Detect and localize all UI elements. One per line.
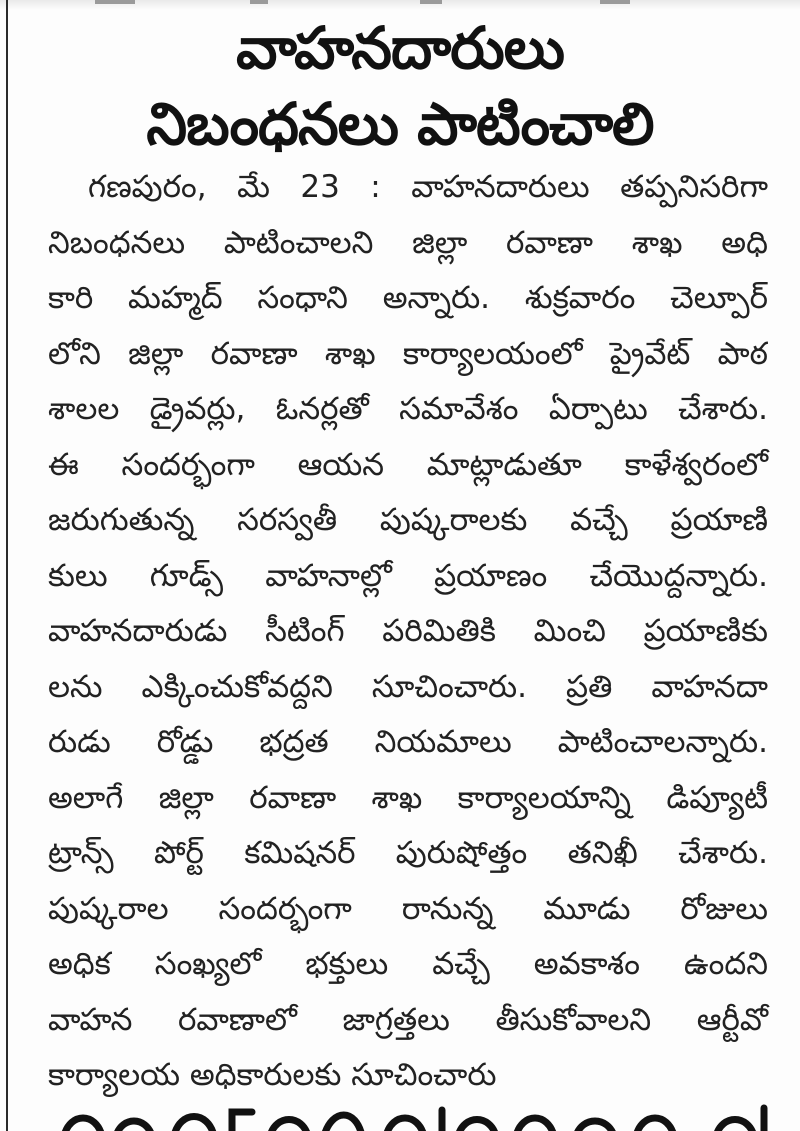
body-line: నిబంధనలు పాటించాలని జిల్లా రవాణా శాఖ అధి	[48, 224, 768, 261]
body-line: అధిక సంఖ్యలో భక్తులు వచ్చే అవకాశం ఉందని	[48, 946, 768, 982]
clipped-next-headline-glyphs	[56, 1098, 776, 1131]
body-line: గణపురం, మే 23 : వాహనదారులు తప్పనిసరిగా	[88, 169, 768, 205]
body-line: అలాగే జిల్లా రవాణా శాఖ కార్యాలయాన్ని డిప్యూటీ	[48, 779, 768, 816]
headline-line-2: నిబంధనలు పాటించాలి	[146, 90, 654, 158]
body-line: కులు గూడ్స్ వాహనాల్లో ప్రయాణం చేయొద్దన్నారు.	[48, 557, 768, 594]
clipped-previous-article-edge	[0, 0, 800, 10]
body-line: కారి మహ్మద్ సంధాని అన్నారు. శుక్రవారం చెల్పూర్	[48, 280, 768, 316]
clipped-glyph-fragment	[600, 0, 630, 4]
body-line: ట్రాన్స్ పోర్ట్ కమిషనర్ పురుషోత్తం తనిఖీ చేశారు.	[48, 835, 768, 871]
body-line: లోని జిల్లా రవాణా శాఖ కార్యాలయంలో ప్రైవేట్ పాఠ	[48, 335, 768, 372]
clipped-next-headline-edge	[56, 1098, 776, 1131]
body-line: కార్యాలయ అధికారులకు సూచించారు	[48, 1057, 497, 1093]
body-line: వాహన రవాణాలో జాగ్రత్తలు తీసుకోవాలని ఆర్టీవో	[48, 1001, 768, 1038]
clipped-glyph-fragment	[250, 0, 268, 4]
clipped-glyph-fragment	[420, 0, 442, 4]
body-line: లను ఎక్కించుకోవద్దని సూచించారు. ప్రతి వాహనదా	[48, 668, 768, 705]
body-line: పుష్కరాల సందర్భంగా రానున్న మూడు రోజులు	[48, 890, 768, 927]
headline-line-1: వాహనదారులు	[236, 14, 564, 82]
article-body	[48, 160, 768, 1104]
body-line: జరుగుతున్న సరస్వతీ పుష్కరాలకు వచ్చే ప్రయాణి	[48, 502, 768, 538]
body-line: శాలల డ్రైవర్లు, ఓనర్లతో సమావేశం ఏర్పాటు చేశారు.	[48, 391, 768, 427]
body-line: ఈ సందర్భంగా ఆయన మాట్లాడుతూ కాళేశ్వరంలో	[48, 446, 768, 483]
column-rule	[6, 0, 8, 1131]
body-line: వాహనదారుడు సీటింగ్ పరిమితికి మించి ప్రయాణికు	[48, 613, 768, 649]
body-line: రుడు రోడ్డు భద్రత నియమాలు పాటించాలన్నారు.	[48, 724, 768, 760]
clipped-glyph-fragment	[95, 0, 135, 4]
